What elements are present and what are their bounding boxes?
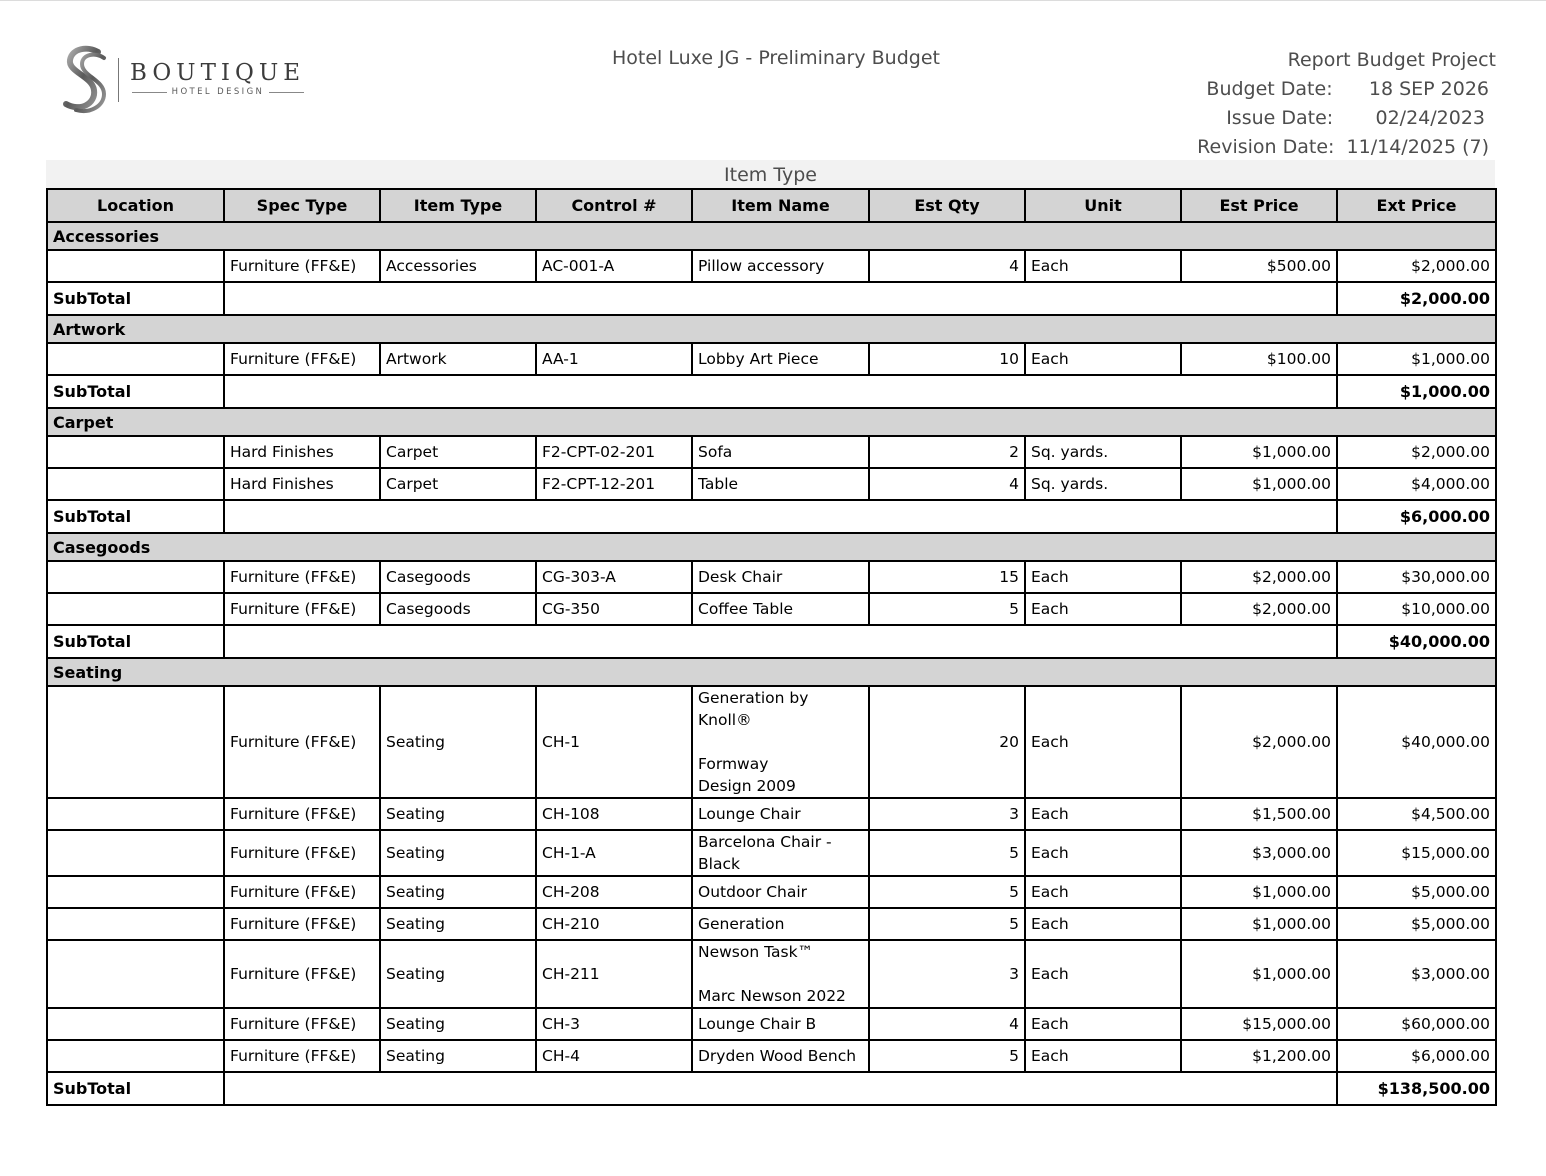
budget-date-label: Budget Date: bbox=[1206, 78, 1333, 100]
cell-item-name: Lounge Chair B bbox=[692, 1008, 869, 1040]
cell-item-type: Seating bbox=[380, 1008, 536, 1040]
cell-spec-type: Furniture (FF&E) bbox=[224, 250, 380, 282]
cell-item-type: Seating bbox=[380, 940, 536, 1008]
cell-item-type: Casegoods bbox=[380, 561, 536, 593]
cell-unit: Each bbox=[1025, 876, 1181, 908]
cell-item-name: Barcelona Chair - Black bbox=[692, 830, 869, 876]
subtotal-value: $6,000.00 bbox=[1337, 500, 1496, 533]
subtotal-value: $138,500.00 bbox=[1337, 1072, 1496, 1105]
cell-item-type: Casegoods bbox=[380, 593, 536, 625]
cell-unit: Each bbox=[1025, 830, 1181, 876]
col-header-location: Location bbox=[47, 189, 224, 222]
cell-item-type: Seating bbox=[380, 686, 536, 798]
cell-est-qty: 10 bbox=[869, 343, 1025, 375]
cell-item-type: Seating bbox=[380, 908, 536, 940]
cell-location bbox=[47, 593, 224, 625]
report-meta bbox=[1197, 46, 1496, 162]
budget-table-body bbox=[47, 222, 1496, 1105]
col-header-item-name: Item Name bbox=[692, 189, 869, 222]
cell-item-name: Table bbox=[692, 468, 869, 500]
boutique-logo bbox=[58, 44, 318, 116]
cell-spec-type: Furniture (FF&E) bbox=[224, 686, 380, 798]
cell-item-type: Carpet bbox=[380, 436, 536, 468]
revision-date-label: Revision Date: bbox=[1197, 136, 1335, 158]
cell-control: AC-001-A bbox=[536, 250, 692, 282]
cell-ext-price: $15,000.00 bbox=[1337, 830, 1496, 876]
cell-est-qty: 4 bbox=[869, 1008, 1025, 1040]
subtotal-label: SubTotal bbox=[47, 625, 224, 658]
cell-location bbox=[47, 686, 224, 798]
subtotal-label: SubTotal bbox=[47, 282, 224, 315]
cell-location bbox=[47, 250, 224, 282]
cell-spec-type: Furniture (FF&E) bbox=[224, 908, 380, 940]
cell-ext-price: $40,000.00 bbox=[1337, 686, 1496, 798]
category-label: Artwork bbox=[47, 315, 1496, 343]
subtotal-row bbox=[47, 500, 1496, 533]
cell-est-price: $1,500.00 bbox=[1181, 798, 1337, 830]
category-row bbox=[47, 408, 1496, 436]
subtotal-value: $1,000.00 bbox=[1337, 375, 1496, 408]
budget-date-row bbox=[1197, 75, 1496, 104]
cell-ext-price: $4,000.00 bbox=[1337, 468, 1496, 500]
cell-location bbox=[47, 940, 224, 1008]
cell-est-qty: 20 bbox=[869, 686, 1025, 798]
subtotal-label: SubTotal bbox=[47, 375, 224, 408]
cell-location bbox=[47, 468, 224, 500]
cell-est-qty: 15 bbox=[869, 561, 1025, 593]
cell-est-qty: 5 bbox=[869, 830, 1025, 876]
table-row bbox=[47, 343, 1496, 375]
cell-location bbox=[47, 343, 224, 375]
category-label: Carpet bbox=[47, 408, 1496, 436]
table-row bbox=[47, 593, 1496, 625]
project-label: Report Budget Project bbox=[1287, 49, 1496, 71]
cell-control: CG-350 bbox=[536, 593, 692, 625]
cell-unit: Each bbox=[1025, 593, 1181, 625]
cell-location bbox=[47, 436, 224, 468]
subtotal-spacer bbox=[224, 375, 1337, 408]
cell-item-name: Lounge Chair bbox=[692, 798, 869, 830]
category-label: Seating bbox=[47, 658, 1496, 686]
cell-item-name: Generation bbox=[692, 908, 869, 940]
subtotal-value: $40,000.00 bbox=[1337, 625, 1496, 658]
cell-spec-type: Furniture (FF&E) bbox=[224, 940, 380, 1008]
cell-est-qty: 3 bbox=[869, 940, 1025, 1008]
cell-control: CH-108 bbox=[536, 798, 692, 830]
cell-spec-type: Furniture (FF&E) bbox=[224, 1008, 380, 1040]
cell-item-type: Seating bbox=[380, 1040, 536, 1072]
issue-date-value: 02/24/2023 bbox=[1375, 107, 1485, 129]
cell-est-price: $1,000.00 bbox=[1181, 908, 1337, 940]
cell-location bbox=[47, 561, 224, 593]
table-row bbox=[47, 1008, 1496, 1040]
cell-spec-type: Hard Finishes bbox=[224, 468, 380, 500]
logo-wordmark: BOUTIQUE bbox=[130, 60, 306, 86]
cell-control: AA-1 bbox=[536, 343, 692, 375]
cell-est-price: $1,000.00 bbox=[1181, 468, 1337, 500]
subtotal-row bbox=[47, 282, 1496, 315]
category-row bbox=[47, 533, 1496, 561]
cell-item-name: Generation by Knoll® Formway Design 2009 bbox=[692, 686, 869, 798]
cell-est-price: $100.00 bbox=[1181, 343, 1337, 375]
cell-spec-type: Furniture (FF&E) bbox=[224, 1040, 380, 1072]
cell-location bbox=[47, 1040, 224, 1072]
cell-location bbox=[47, 798, 224, 830]
cell-control: CH-211 bbox=[536, 940, 692, 1008]
cell-ext-price: $2,000.00 bbox=[1337, 436, 1496, 468]
cell-est-price: $15,000.00 bbox=[1181, 1008, 1337, 1040]
cell-unit: Each bbox=[1025, 686, 1181, 798]
subtotal-row bbox=[47, 1072, 1496, 1105]
col-header-est-price: Est Price bbox=[1181, 189, 1337, 222]
table-row bbox=[47, 876, 1496, 908]
revision-date-value: 11/14/2025 (7) bbox=[1346, 136, 1489, 158]
col-header-unit: Unit bbox=[1025, 189, 1181, 222]
cell-est-price: $500.00 bbox=[1181, 250, 1337, 282]
cell-control: CH-1 bbox=[536, 686, 692, 798]
cell-ext-price: $10,000.00 bbox=[1337, 593, 1496, 625]
cell-control: CG-303-A bbox=[536, 561, 692, 593]
cell-unit: Each bbox=[1025, 561, 1181, 593]
cell-unit: Each bbox=[1025, 343, 1181, 375]
category-row bbox=[47, 658, 1496, 686]
issue-date-label: Issue Date: bbox=[1226, 107, 1334, 129]
cell-item-type: Seating bbox=[380, 798, 536, 830]
col-header-control: Control # bbox=[536, 189, 692, 222]
cell-item-type: Seating bbox=[380, 830, 536, 876]
issue-date-row bbox=[1197, 104, 1496, 133]
cell-item-name: Lobby Art Piece bbox=[692, 343, 869, 375]
category-label: Accessories bbox=[47, 222, 1496, 250]
table-row bbox=[47, 940, 1496, 1008]
cell-ext-price: $5,000.00 bbox=[1337, 908, 1496, 940]
cell-ext-price: $60,000.00 bbox=[1337, 1008, 1496, 1040]
monogram-s-icon bbox=[58, 44, 114, 116]
cell-item-name: Sofa bbox=[692, 436, 869, 468]
cell-unit: Each bbox=[1025, 940, 1181, 1008]
logo-tagline: HOTEL DESIGN bbox=[132, 87, 304, 97]
cell-unit: Sq. yards. bbox=[1025, 436, 1181, 468]
cell-control: CH-210 bbox=[536, 908, 692, 940]
category-row bbox=[47, 315, 1496, 343]
cell-location bbox=[47, 1008, 224, 1040]
subtotal-spacer bbox=[224, 500, 1337, 533]
cell-control: CH-1-A bbox=[536, 830, 692, 876]
col-header-ext-price: Ext Price bbox=[1337, 189, 1496, 222]
budget-date-value: 18 SEP 2026 bbox=[1368, 78, 1489, 100]
cell-est-qty: 5 bbox=[869, 593, 1025, 625]
group-by-banner: Item Type bbox=[46, 160, 1495, 188]
cell-est-price: $2,000.00 bbox=[1181, 561, 1337, 593]
cell-location bbox=[47, 830, 224, 876]
budget-table bbox=[46, 188, 1497, 1106]
cell-control: CH-208 bbox=[536, 876, 692, 908]
cell-item-name: Dryden Wood Bench bbox=[692, 1040, 869, 1072]
cell-ext-price: $6,000.00 bbox=[1337, 1040, 1496, 1072]
cell-item-type: Artwork bbox=[380, 343, 536, 375]
subtotal-row bbox=[47, 375, 1496, 408]
cell-item-type: Seating bbox=[380, 876, 536, 908]
cell-spec-type: Furniture (FF&E) bbox=[224, 798, 380, 830]
cell-item-type: Accessories bbox=[380, 250, 536, 282]
cell-ext-price: $30,000.00 bbox=[1337, 561, 1496, 593]
cell-ext-price: $5,000.00 bbox=[1337, 876, 1496, 908]
cell-item-type: Carpet bbox=[380, 468, 536, 500]
cell-location bbox=[47, 876, 224, 908]
col-header-spec-type: Spec Type bbox=[224, 189, 380, 222]
cell-spec-type: Furniture (FF&E) bbox=[224, 593, 380, 625]
table-header-row bbox=[47, 189, 1496, 222]
cell-item-name: Newson Task™ Marc Newson 2022 bbox=[692, 940, 869, 1008]
cell-unit: Each bbox=[1025, 250, 1181, 282]
col-header-est-qty: Est Qty bbox=[869, 189, 1025, 222]
category-row bbox=[47, 222, 1496, 250]
cell-location bbox=[47, 908, 224, 940]
cell-spec-type: Furniture (FF&E) bbox=[224, 561, 380, 593]
table-row bbox=[47, 908, 1496, 940]
cell-est-price: $1,000.00 bbox=[1181, 876, 1337, 908]
cell-ext-price: $3,000.00 bbox=[1337, 940, 1496, 1008]
cell-est-qty: 4 bbox=[869, 250, 1025, 282]
cell-ext-price: $2,000.00 bbox=[1337, 250, 1496, 282]
cell-item-name: Outdoor Chair bbox=[692, 876, 869, 908]
revision-date-row bbox=[1197, 133, 1496, 162]
table-row bbox=[47, 798, 1496, 830]
cell-est-price: $1,200.00 bbox=[1181, 1040, 1337, 1072]
cell-spec-type: Furniture (FF&E) bbox=[224, 876, 380, 908]
cell-control: CH-4 bbox=[536, 1040, 692, 1072]
cell-ext-price: $4,500.00 bbox=[1337, 798, 1496, 830]
cell-control: F2-CPT-12-201 bbox=[536, 468, 692, 500]
cell-est-qty: 2 bbox=[869, 436, 1025, 468]
subtotal-label: SubTotal bbox=[47, 500, 224, 533]
cell-item-name: Coffee Table bbox=[692, 593, 869, 625]
cell-unit: Each bbox=[1025, 798, 1181, 830]
table-row bbox=[47, 436, 1496, 468]
cell-item-name: Desk Chair bbox=[692, 561, 869, 593]
cell-est-qty: 4 bbox=[869, 468, 1025, 500]
cell-ext-price: $1,000.00 bbox=[1337, 343, 1496, 375]
cell-est-price: $3,000.00 bbox=[1181, 830, 1337, 876]
report-title: Hotel Luxe JG - Preliminary Budget bbox=[612, 47, 940, 69]
cell-est-qty: 5 bbox=[869, 908, 1025, 940]
cell-est-price: $1,000.00 bbox=[1181, 436, 1337, 468]
cell-est-price: $1,000.00 bbox=[1181, 940, 1337, 1008]
subtotal-label: SubTotal bbox=[47, 1072, 224, 1105]
subtotal-spacer bbox=[224, 625, 1337, 658]
cell-est-price: $2,000.00 bbox=[1181, 593, 1337, 625]
col-header-item-type: Item Type bbox=[380, 189, 536, 222]
subtotal-spacer bbox=[224, 1072, 1337, 1105]
cell-spec-type: Hard Finishes bbox=[224, 436, 380, 468]
cell-est-price: $2,000.00 bbox=[1181, 686, 1337, 798]
cell-spec-type: Furniture (FF&E) bbox=[224, 343, 380, 375]
logo-divider bbox=[118, 58, 119, 102]
page-top-rule bbox=[0, 0, 1546, 1]
cell-est-qty: 5 bbox=[869, 876, 1025, 908]
cell-unit: Each bbox=[1025, 1040, 1181, 1072]
cell-item-name: Pillow accessory bbox=[692, 250, 869, 282]
table-row bbox=[47, 830, 1496, 876]
table-row bbox=[47, 250, 1496, 282]
table-row bbox=[47, 468, 1496, 500]
cell-unit: Sq. yards. bbox=[1025, 468, 1181, 500]
subtotal-row bbox=[47, 625, 1496, 658]
subtotal-spacer bbox=[224, 282, 1337, 315]
table-row bbox=[47, 1040, 1496, 1072]
cell-control: CH-3 bbox=[536, 1008, 692, 1040]
table-row bbox=[47, 561, 1496, 593]
cell-est-qty: 5 bbox=[869, 1040, 1025, 1072]
subtotal-value: $2,000.00 bbox=[1337, 282, 1496, 315]
cell-control: F2-CPT-02-201 bbox=[536, 436, 692, 468]
cell-est-qty: 3 bbox=[869, 798, 1025, 830]
cell-spec-type: Furniture (FF&E) bbox=[224, 830, 380, 876]
cell-unit: Each bbox=[1025, 908, 1181, 940]
cell-unit: Each bbox=[1025, 1008, 1181, 1040]
table-row bbox=[47, 686, 1496, 798]
category-label: Casegoods bbox=[47, 533, 1496, 561]
